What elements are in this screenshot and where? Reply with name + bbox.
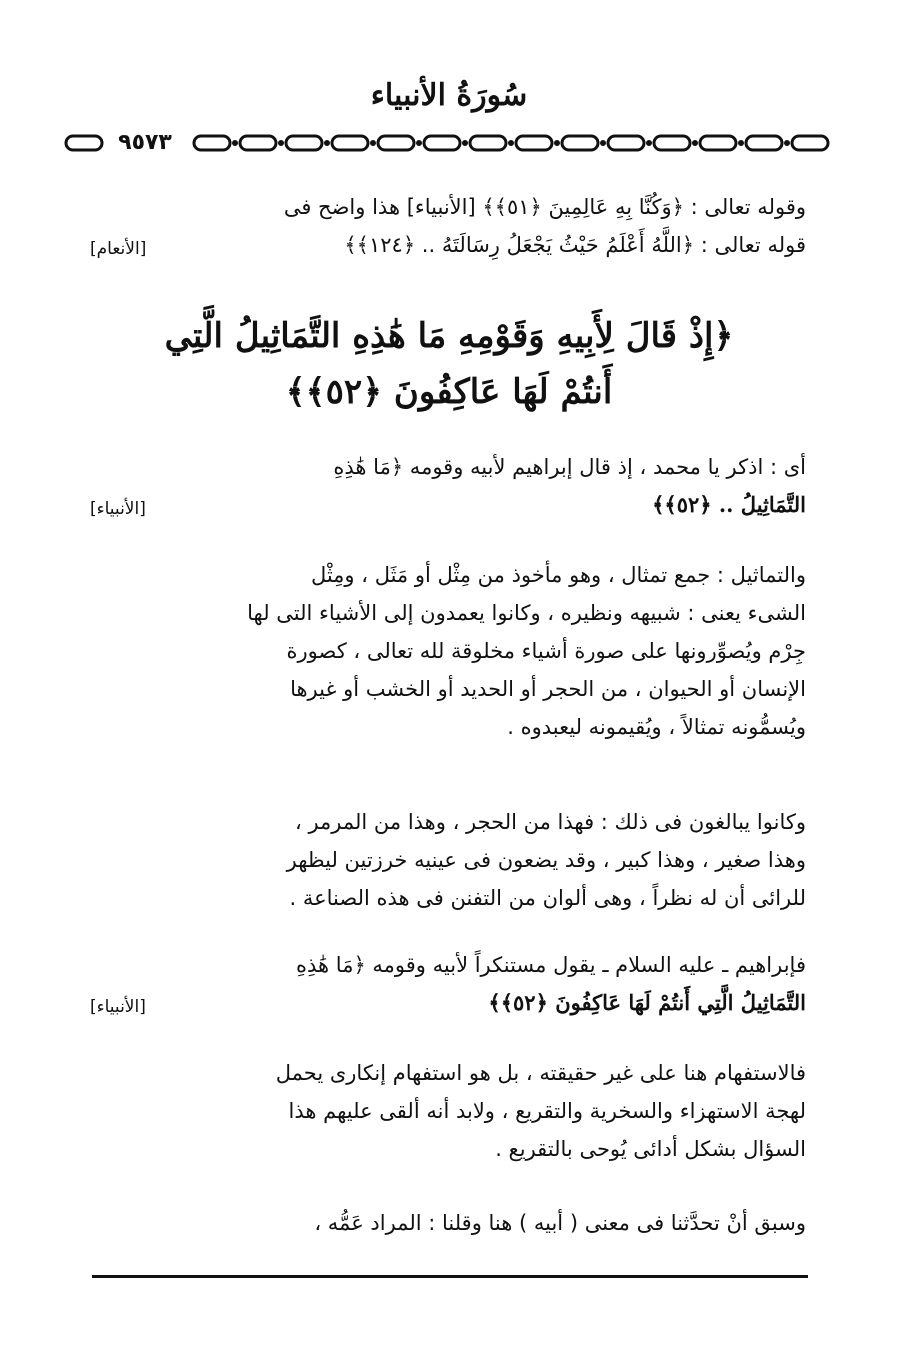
paragraph-7 bbox=[90, 1204, 806, 1242]
text-line bbox=[90, 486, 806, 524]
text-line: لهجة الاستهزاء والسخرية والتقريع ، ولابد أنه ألقى عليهم هذا bbox=[288, 1099, 806, 1123]
footer-rule bbox=[92, 1275, 808, 1278]
text-line: الشىء يعنى : شبيهه ونظيره ، وكانوا يعمدون إلى الأشياء التى لها bbox=[247, 601, 806, 625]
paragraph-5 bbox=[90, 946, 806, 1022]
surah-title: سُورَةُ الأنبياء bbox=[370, 78, 528, 113]
paragraph-2 bbox=[90, 448, 806, 524]
text-line: فإبراهيم ـ عليه السلام ـ يقول مستنكراً لأبيه وقومه ﴿مَا هَٰذِهِ bbox=[296, 953, 806, 977]
quran-quote: التَّمَاثِيلُ الَّتِي أَنتُمْ لَهَا عَاكِفُونَ ﴿٥٢﴾﴾ bbox=[488, 990, 806, 1015]
text-line: ويُسمُّونه تمثالاً ، ويُقيمونه ليعبدوه . bbox=[507, 715, 806, 739]
text-line: والتماثيل : جمع تمثال ، وهو مأخوذ من مِثْل أو مَثَل ، ومِثْل bbox=[310, 563, 806, 587]
page-number: ٩٥٧٣ bbox=[110, 130, 180, 155]
text-line bbox=[90, 226, 806, 264]
text-line: وسبق أنْ تحدَّثنا فى معنى ( أبيه ) هنا وقلنا : المراد عَمُّه ، bbox=[314, 1211, 806, 1235]
text-line: وكانوا يبالغون فى ذلك : فهذا من الحجر ، وهذا من المرمر ، bbox=[294, 810, 806, 834]
text-line: أى : اذكر يا محمد ، إذ قال إبراهيم لأبيه وقومه ﴿مَا هَٰذِهِ bbox=[333, 455, 806, 479]
paragraph-6 bbox=[90, 1054, 806, 1168]
text-line: وهذا صغير ، وهذا كبير ، وقد يضعون فى عينيه خرزتين ليظهر bbox=[286, 848, 806, 872]
paragraph-1 bbox=[90, 188, 806, 264]
paragraph-4 bbox=[90, 803, 806, 917]
surah-reference: [الأنبياء] bbox=[90, 499, 146, 519]
text-line-content: قوله تعالى : ﴿اللَّهُ أَعْلَمُ حَيْثُ يَجْعَلُ رِسَالَتَهُ .. ﴿١٢٤﴾﴾ bbox=[344, 233, 806, 257]
text-line: فالاستفهام هنا على غير حقيقته ، بل هو استفهام إنكارى يحمل bbox=[275, 1061, 806, 1085]
text-line: للرائى أن له نظراً ، وهى ألوان من التفنن فى هذه الصناعة . bbox=[289, 886, 806, 910]
paragraph-3 bbox=[90, 556, 806, 746]
surah-reference: [الأنبياء] bbox=[90, 997, 146, 1017]
quran-verse-line-1: ﴿إِذْ قَالَ لِأَبِيهِ وَقَوْمِهِ مَا هَٰذِهِ التَّمَاثِيلُ الَّتِي bbox=[164, 316, 734, 356]
text-line: جِرْم ويُصوِّرونها على صورة أشياء مخلوقة لله تعالى ، كصورة bbox=[286, 639, 806, 663]
quran-verse-line-2: أَنتُمْ لَهَا عَاكِفُونَ ﴿٥٢﴾﴾ bbox=[285, 372, 613, 412]
text-line: السؤال بشكل أدائى يُوحى بالتقريع . bbox=[495, 1137, 806, 1161]
text-line: وقوله تعالى : ﴿وَكُنَّا بِهِ عَالِمِينَ ﴿٥١﴾﴾ [الأنبياء] هذا واضح فى bbox=[283, 195, 806, 219]
text-line bbox=[90, 984, 806, 1022]
quran-quote: التَّمَاثِيلُ .. ﴿٥٢﴾﴾ bbox=[652, 492, 806, 517]
text-line: الإنسان أو الحيوان ، من الحجر أو الحديد أو الخشب أو غيرها bbox=[290, 677, 806, 701]
surah-reference: [الأنعام] bbox=[90, 239, 147, 259]
